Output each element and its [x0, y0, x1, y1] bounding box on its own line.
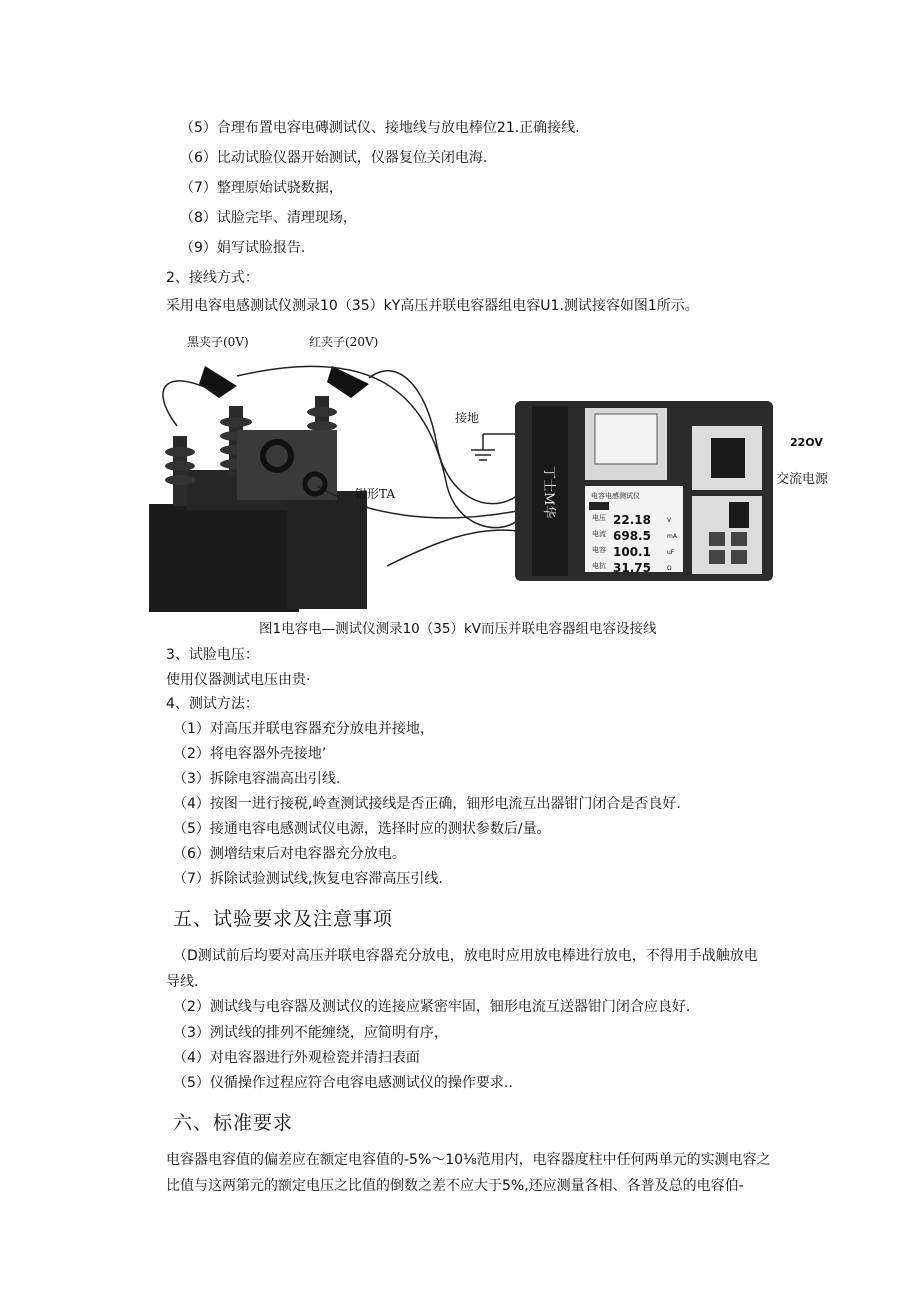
method-item: （7）拆除试验测试线,恢复电容滞高压引线. [173, 871, 443, 887]
black-clip-label: 黑夹子(0V) [187, 335, 249, 349]
method-item: （5）接通电容电感测试仪电源，选择时应的测状参数后/量。 [173, 821, 551, 837]
screen-row-unit: uF [667, 549, 675, 556]
section-2-text: 采用电容电感测试仪测录10（35）kY高压并联电容器组电容U1.测试接容如图1所示。 [166, 298, 699, 314]
requirement-paragraph-line: 导线. [166, 974, 199, 990]
section-6-heading: 六、标准要求 [173, 1112, 294, 1134]
step-item: （9）娟写试脸报告. [180, 240, 306, 256]
method-item: （1）对高压并联电容器充分放电并接地， [173, 721, 434, 737]
screen-row-unit: Ω [667, 565, 672, 572]
red-clip-icon [327, 366, 369, 398]
wiring-diagram-figure [137, 326, 777, 616]
method-item: （4）按图一进行接税,岭查测试接线是否正确，钿形电流互出器钳门闭合是否良好. [173, 796, 681, 812]
screen-row-value: 100.1 [613, 545, 651, 559]
section-2-title: 2、接线方式： [166, 270, 259, 286]
section-3-text: 使用仪器测试电压由贵· [166, 672, 311, 688]
screen-row-label: 电抗 [592, 562, 606, 570]
figure-caption: 图1电容电—测试仪测录10（35）kV而压并联电容器组电容设接线 [259, 621, 657, 637]
requirement-item: （2）测试线与电容器及测试仪的连接应紧密牢固，钿形电流互送器钳门闭合应良好. [173, 999, 691, 1015]
requirement-paragraph-line: （D测试前后均要对高压并联电容器充分放电，放电时应用放电棒进行放电，不得用手战触放电 [173, 948, 758, 964]
step-item: （7）整理原始试骁数据， [180, 180, 343, 196]
step-item: （8）试脸完毕、清理现场， [180, 210, 357, 226]
method-item: （2）将电容器外壳接地’ [173, 746, 327, 762]
screen-row-value: 31.75 [613, 561, 651, 575]
ground-symbol-icon [471, 450, 495, 460]
red-clip-label: 红夹子(20V) [309, 335, 379, 349]
screen-row-value: 22.18 [613, 513, 651, 527]
screen-row-unit: V [667, 517, 672, 524]
clamp-label: 钳形TA [355, 487, 396, 501]
step-item: （6）比动试脸仪器开始测试，仪器复位关闭电海. [180, 150, 488, 166]
screen-title: 电容电感测试仪 [591, 492, 640, 500]
requirement-item: （5）仪循操作过程应符合电容电感测试仪的操作要求.. [173, 1075, 513, 1091]
screen-row-label: 电流 [592, 530, 606, 538]
standard-paragraph-line: 比值与这两第元的额定电压之比值的倒数之差不应大于5%,还应测量各相、各普及总的电容伯- [166, 1178, 744, 1194]
section-3-title: 3、试脸电压： [166, 647, 259, 663]
screen-row-value: 698.5 [613, 529, 651, 543]
ac-power-label: 交流电源 [776, 472, 829, 487]
standard-paragraph-line: 电容器电容值的偏差应在额定电容值的-5%～10⅛范用内，电容器度柱中任何两单元的实测电容之 [166, 1152, 771, 1168]
requirement-item: （4）对电容器进行外观检瓷并清扫表面 [173, 1050, 420, 1066]
ground-label: 接地 [455, 411, 480, 425]
section-5-heading: 五、试验要求及注意事项 [173, 908, 394, 930]
screen-row-label: 电压 [592, 514, 606, 522]
voltage-label: 22OV [790, 436, 823, 449]
requirement-item: （3）洌试线的排列不能缠绕，应简明有序， [173, 1025, 448, 1041]
screen-row-unit: mA [667, 533, 677, 540]
method-item: （6）测增结束后对电容器充分放电。 [173, 846, 406, 862]
screen-row-label: 电容 [592, 546, 606, 554]
step-item: （5）合理布置电容电磚测试仪、接地线与放电棒位21.正确接线. [180, 120, 580, 136]
test-instrument [515, 401, 773, 581]
method-item: （3）拆除电容湍高出引线. [173, 771, 341, 787]
section-4-title: 4、测试方法： [166, 696, 259, 712]
device-side-text: 丁士M华 [541, 466, 556, 519]
